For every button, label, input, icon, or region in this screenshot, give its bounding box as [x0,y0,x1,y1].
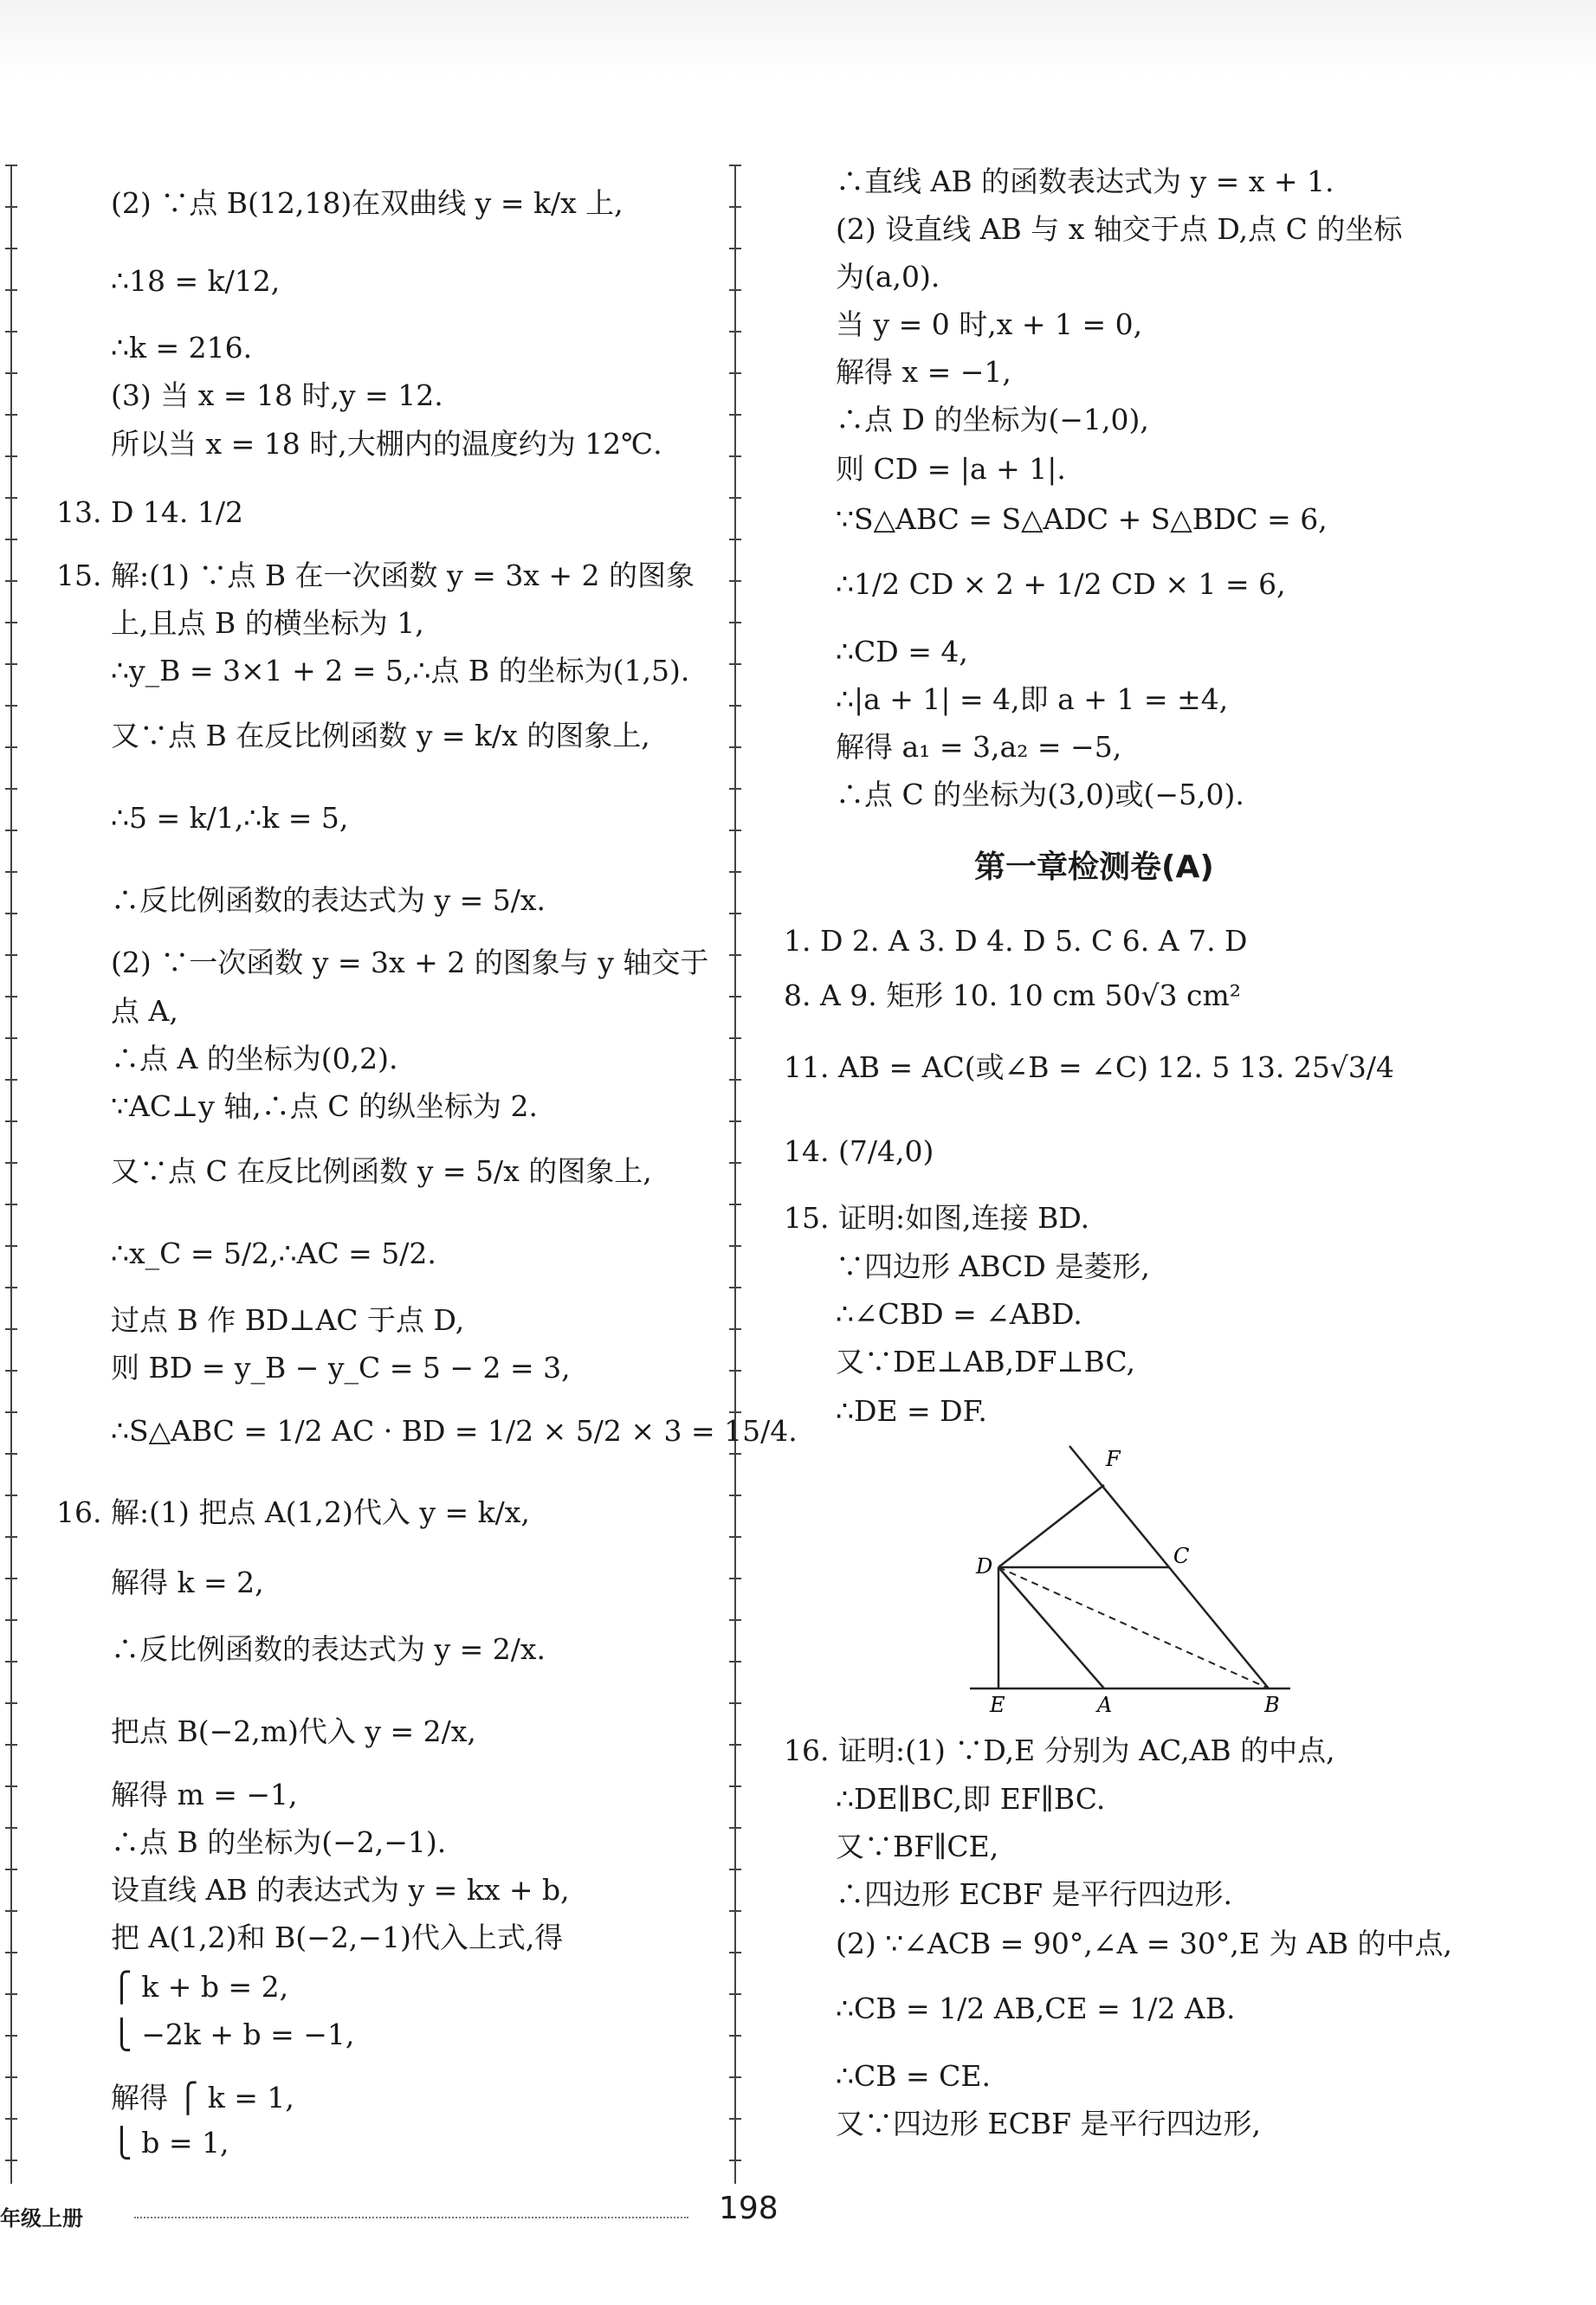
margin-tick [5,1869,17,1870]
margin-tick [729,871,741,873]
margin-tick [729,1702,741,1704]
text-line: 设直线 AB 的表达式为 y = kx + b, [111,1873,570,1907]
margin-tick [729,1785,741,1787]
text-line: 又∵BF∥CE, [836,1830,999,1863]
text-line: 15. 证明:如图,连接 BD. [784,1201,1090,1235]
label-D: D [976,1554,993,1579]
text-line: ⎩ −2k + b = −1, [111,2018,355,2051]
page-footer [0,2191,1596,2234]
text-line: ∵AC⊥y 轴,∴点 C 的纵坐标为 2. [111,1089,538,1123]
text-line: ∵四边形 ABCD 是菱形, [836,1249,1150,1283]
margin-tick [729,1827,741,1829]
left-margin-rule [10,165,12,2184]
margin-tick [5,1744,17,1746]
label-E: E [990,1693,1005,1717]
page-number: 198 [719,2191,779,2226]
text-line: ∴|a + 1| = 4,即 a + 1 = ±4, [836,682,1229,716]
text-line: 解得 x = −1, [836,355,1011,389]
margin-tick [5,580,17,582]
margin-tick [729,1162,741,1164]
margin-tick [729,455,741,457]
margin-tick [729,1287,741,1288]
text-line: 14. (7/4,0) [784,1134,934,1168]
text-line: ∴反比例函数的表达式为 y = 5/x. [111,883,546,917]
section-title: 第一章检测卷(A) [974,849,1214,885]
margin-tick [729,1536,741,1538]
text-line: ∴点 C 的坐标为(3,0)或(−5,0). [836,778,1244,811]
margin-tick [729,1910,741,1912]
text-line: 又∵DE⊥AB,DF⊥BC, [836,1345,1135,1378]
text-line: ∴x_C = 5/2,∴AC = 5/2. [111,1236,436,1270]
margin-tick [729,1495,741,1496]
footer-dotted-rule [134,2217,688,2218]
margin-tick [5,1993,17,1995]
text-line: 13. D 14. 1/2 [56,495,243,529]
margin-tick [5,705,17,707]
margin-tick [729,289,741,291]
text-line: ∵S△ABC = S△ADC + S△BDC = 6, [836,502,1328,536]
text-line: 点 A, [111,994,178,1028]
line-DF [998,1485,1104,1567]
text-line: 11. AB = AC(或∠B = ∠C) 12. 5 13. 25√3/4 [784,1050,1394,1084]
margin-tick [729,1952,741,1953]
margin-tick [5,622,17,623]
line-DB-dashed [998,1567,1269,1688]
margin-tick [5,830,17,831]
margin-tick [729,1411,741,1413]
margin-tick [729,1744,741,1746]
text-line: 过点 B 作 BD⊥AC 于点 D, [111,1303,465,1337]
margin-tick [5,1785,17,1787]
margin-tick [5,1702,17,1704]
text-line: 则 BD = y_B − y_C = 5 − 2 = 3, [111,1351,571,1385]
text-line: 16. 解:(1) 把点 A(1,2)代入 y = k/x, [56,1495,530,1529]
margin-tick [5,497,17,499]
text-line: (2) ∵一次函数 y = 3x + 2 的图象与 y 轴交于 [111,946,709,979]
margin-tick [5,455,17,457]
margin-tick [729,2035,741,2037]
text-line: ∴CB = 1/2 AB,CE = 1/2 AB. [836,1992,1236,2025]
text-line: 解得 a₁ = 3,a₂ = −5, [836,730,1122,764]
text-line: ⎩ b = 1, [111,2126,229,2160]
text-line: 把 A(1,2)和 B(−2,−1)代入上式,得 [111,1921,564,1954]
margin-tick [729,206,741,208]
margin-tick [729,2118,741,2120]
margin-tick [729,248,741,249]
margin-tick [5,1328,17,1330]
text-line: ∴CD = 4, [836,635,968,668]
margin-tick [5,206,17,208]
margin-tick [729,1869,741,1870]
margin-tick [5,1661,17,1663]
margin-tick [729,1079,741,1081]
margin-tick [729,954,741,956]
text-line: (2) ∵点 B(12,18)在双曲线 y = k/x 上, [111,186,624,220]
text-line: ∴y_B = 3×1 + 2 = 5,∴点 B 的坐标为(1,5). [111,654,690,688]
margin-tick [5,2076,17,2078]
margin-tick [729,996,741,998]
margin-tick [5,1578,17,1579]
margin-tick [5,331,17,333]
margin-tick [5,871,17,873]
margin-tick [5,788,17,790]
margin-tick [729,372,741,374]
margin-tick [5,1453,17,1455]
margin-tick [5,539,17,540]
page-top-shading [0,0,1596,78]
margin-tick [729,913,741,914]
margin-tick [729,1578,741,1579]
text-line: 上,且点 B 的横坐标为 1, [111,606,424,640]
margin-tick [5,1411,17,1413]
text-line: ∴∠CBD = ∠ABD. [836,1297,1082,1331]
text-line: ∴18 = k/12, [111,264,281,298]
margin-tick [729,331,741,333]
margin-tick [5,1619,17,1621]
margin-tick [5,2118,17,2120]
label-C: C [1173,1544,1190,1568]
margin-tick [5,1037,17,1039]
text-line: ∴点 A 的坐标为(0,2). [111,1042,398,1075]
text-line: (2) ∵∠ACB = 90°,∠A = 30°,E 为 AB 的中点, [836,1927,1453,1960]
margin-tick [5,2160,17,2161]
margin-tick [5,954,17,956]
margin-tick [729,1245,741,1247]
margin-tick [729,1619,741,1621]
margin-tick [729,830,741,831]
margin-tick [729,539,741,540]
margin-tick [5,165,17,166]
text-line: ∴DE∥BC,即 EF∥BC. [836,1782,1106,1816]
margin-tick [729,705,741,707]
margin-tick [5,414,17,416]
label-B: B [1264,1693,1280,1717]
text-line: ∴四边形 ECBF 是平行四边形. [836,1877,1232,1911]
margin-tick [729,1120,741,1122]
margin-tick [729,746,741,748]
margin-tick [729,2160,741,2161]
text-line: (2) 设直线 AB 与 x 轴交于点 D,点 C 的坐标 [836,212,1403,246]
margin-tick [5,289,17,291]
text-line: ∴点 B 的坐标为(−2,−1). [111,1825,447,1859]
margin-tick [5,1120,17,1122]
margin-tick [729,1993,741,1995]
label-F: F [1106,1447,1121,1471]
text-line: 16. 证明:(1) ∵D,E 分别为 AC,AB 的中点, [784,1734,1335,1767]
text-line: 所以当 x = 18 时,大棚内的温度约为 12℃. [111,427,662,461]
margin-tick [729,580,741,582]
text-line: 解得 m = −1, [111,1778,298,1811]
label-A: A [1097,1693,1113,1717]
text-line: 把点 B(−2,m)代入 y = 2/x, [111,1714,476,1748]
margin-tick [5,1204,17,1205]
center-margin-rule [734,165,736,2184]
margin-tick [729,165,741,166]
text-line: ∴CB = CE. [836,2059,991,2093]
text-line: 解得 k = 2, [111,1566,264,1599]
margin-tick [729,663,741,665]
margin-tick [5,913,17,914]
margin-tick [5,372,17,374]
line-DA [998,1567,1104,1688]
text-line: 1. D 2. A 3. D 4. D 5. C 6. A 7. D [784,924,1248,958]
margin-tick [729,1328,741,1330]
margin-tick [5,1162,17,1164]
text-line: ∴直线 AB 的函数表达式为 y = x + 1. [836,165,1334,198]
margin-tick [5,1370,17,1372]
text-line: 解得 ⎧ k = 1, [111,2081,294,2115]
margin-tick [729,2076,741,2078]
margin-tick [5,1287,17,1288]
margin-tick [729,497,741,499]
text-line: ∴1/2 CD × 2 + 1/2 CD × 1 = 6, [836,567,1286,601]
margin-tick [5,1952,17,1953]
text-line: (3) 当 x = 18 时,y = 12. [111,378,443,412]
text-line: 8. A 9. 矩形 10. 10 cm 50√3 cm² [784,978,1241,1012]
text-line: 15. 解:(1) ∵点 B 在一次函数 y = 3x + 2 的图象 [56,558,695,592]
text-line: ∴点 D 的坐标为(−1,0), [836,403,1149,436]
margin-tick [5,996,17,998]
margin-tick [729,414,741,416]
margin-tick [5,663,17,665]
margin-tick [729,622,741,623]
margin-tick [5,1910,17,1912]
text-line: 当 y = 0 时,x + 1 = 0, [836,307,1143,341]
margin-tick [729,1204,741,1205]
text-line: 又∵点 C 在反比例函数 y = 5/x 的图象上, [111,1154,652,1188]
rhombus-figure [957,1433,1299,1727]
margin-tick [5,1245,17,1247]
margin-tick [5,1495,17,1496]
margin-tick [729,1370,741,1372]
margin-tick [729,788,741,790]
text-line: ∴k = 216. [111,331,253,365]
margin-tick [5,1536,17,1538]
margin-tick [5,248,17,249]
text-line: 又∵四边形 ECBF 是平行四边形, [836,2107,1261,2140]
margin-tick [5,2035,17,2037]
margin-tick [729,1453,741,1455]
margin-tick [729,1037,741,1039]
text-line: ∴反比例函数的表达式为 y = 2/x. [111,1632,546,1666]
margin-tick [5,1079,17,1081]
margin-tick [5,1827,17,1829]
text-line: 则 CD = |a + 1|. [836,452,1066,486]
text-line: ⎧ k + b = 2, [111,1970,289,2004]
margin-tick [729,1661,741,1663]
text-line: ∴S△ABC = 1/2 AC · BD = 1/2 × 5/2 × 3 = 15/4. [111,1414,798,1448]
text-line: 又∵点 B 在反比例函数 y = k/x 的图象上, [111,719,650,752]
text-line: ∴DE = DF. [836,1394,987,1428]
text-line: ∴5 = k/1,∴k = 5, [111,801,349,835]
margin-tick [5,746,17,748]
footer-grade-label: 年级上册 [0,2206,83,2231]
text-line: 为(a,0). [836,260,940,294]
